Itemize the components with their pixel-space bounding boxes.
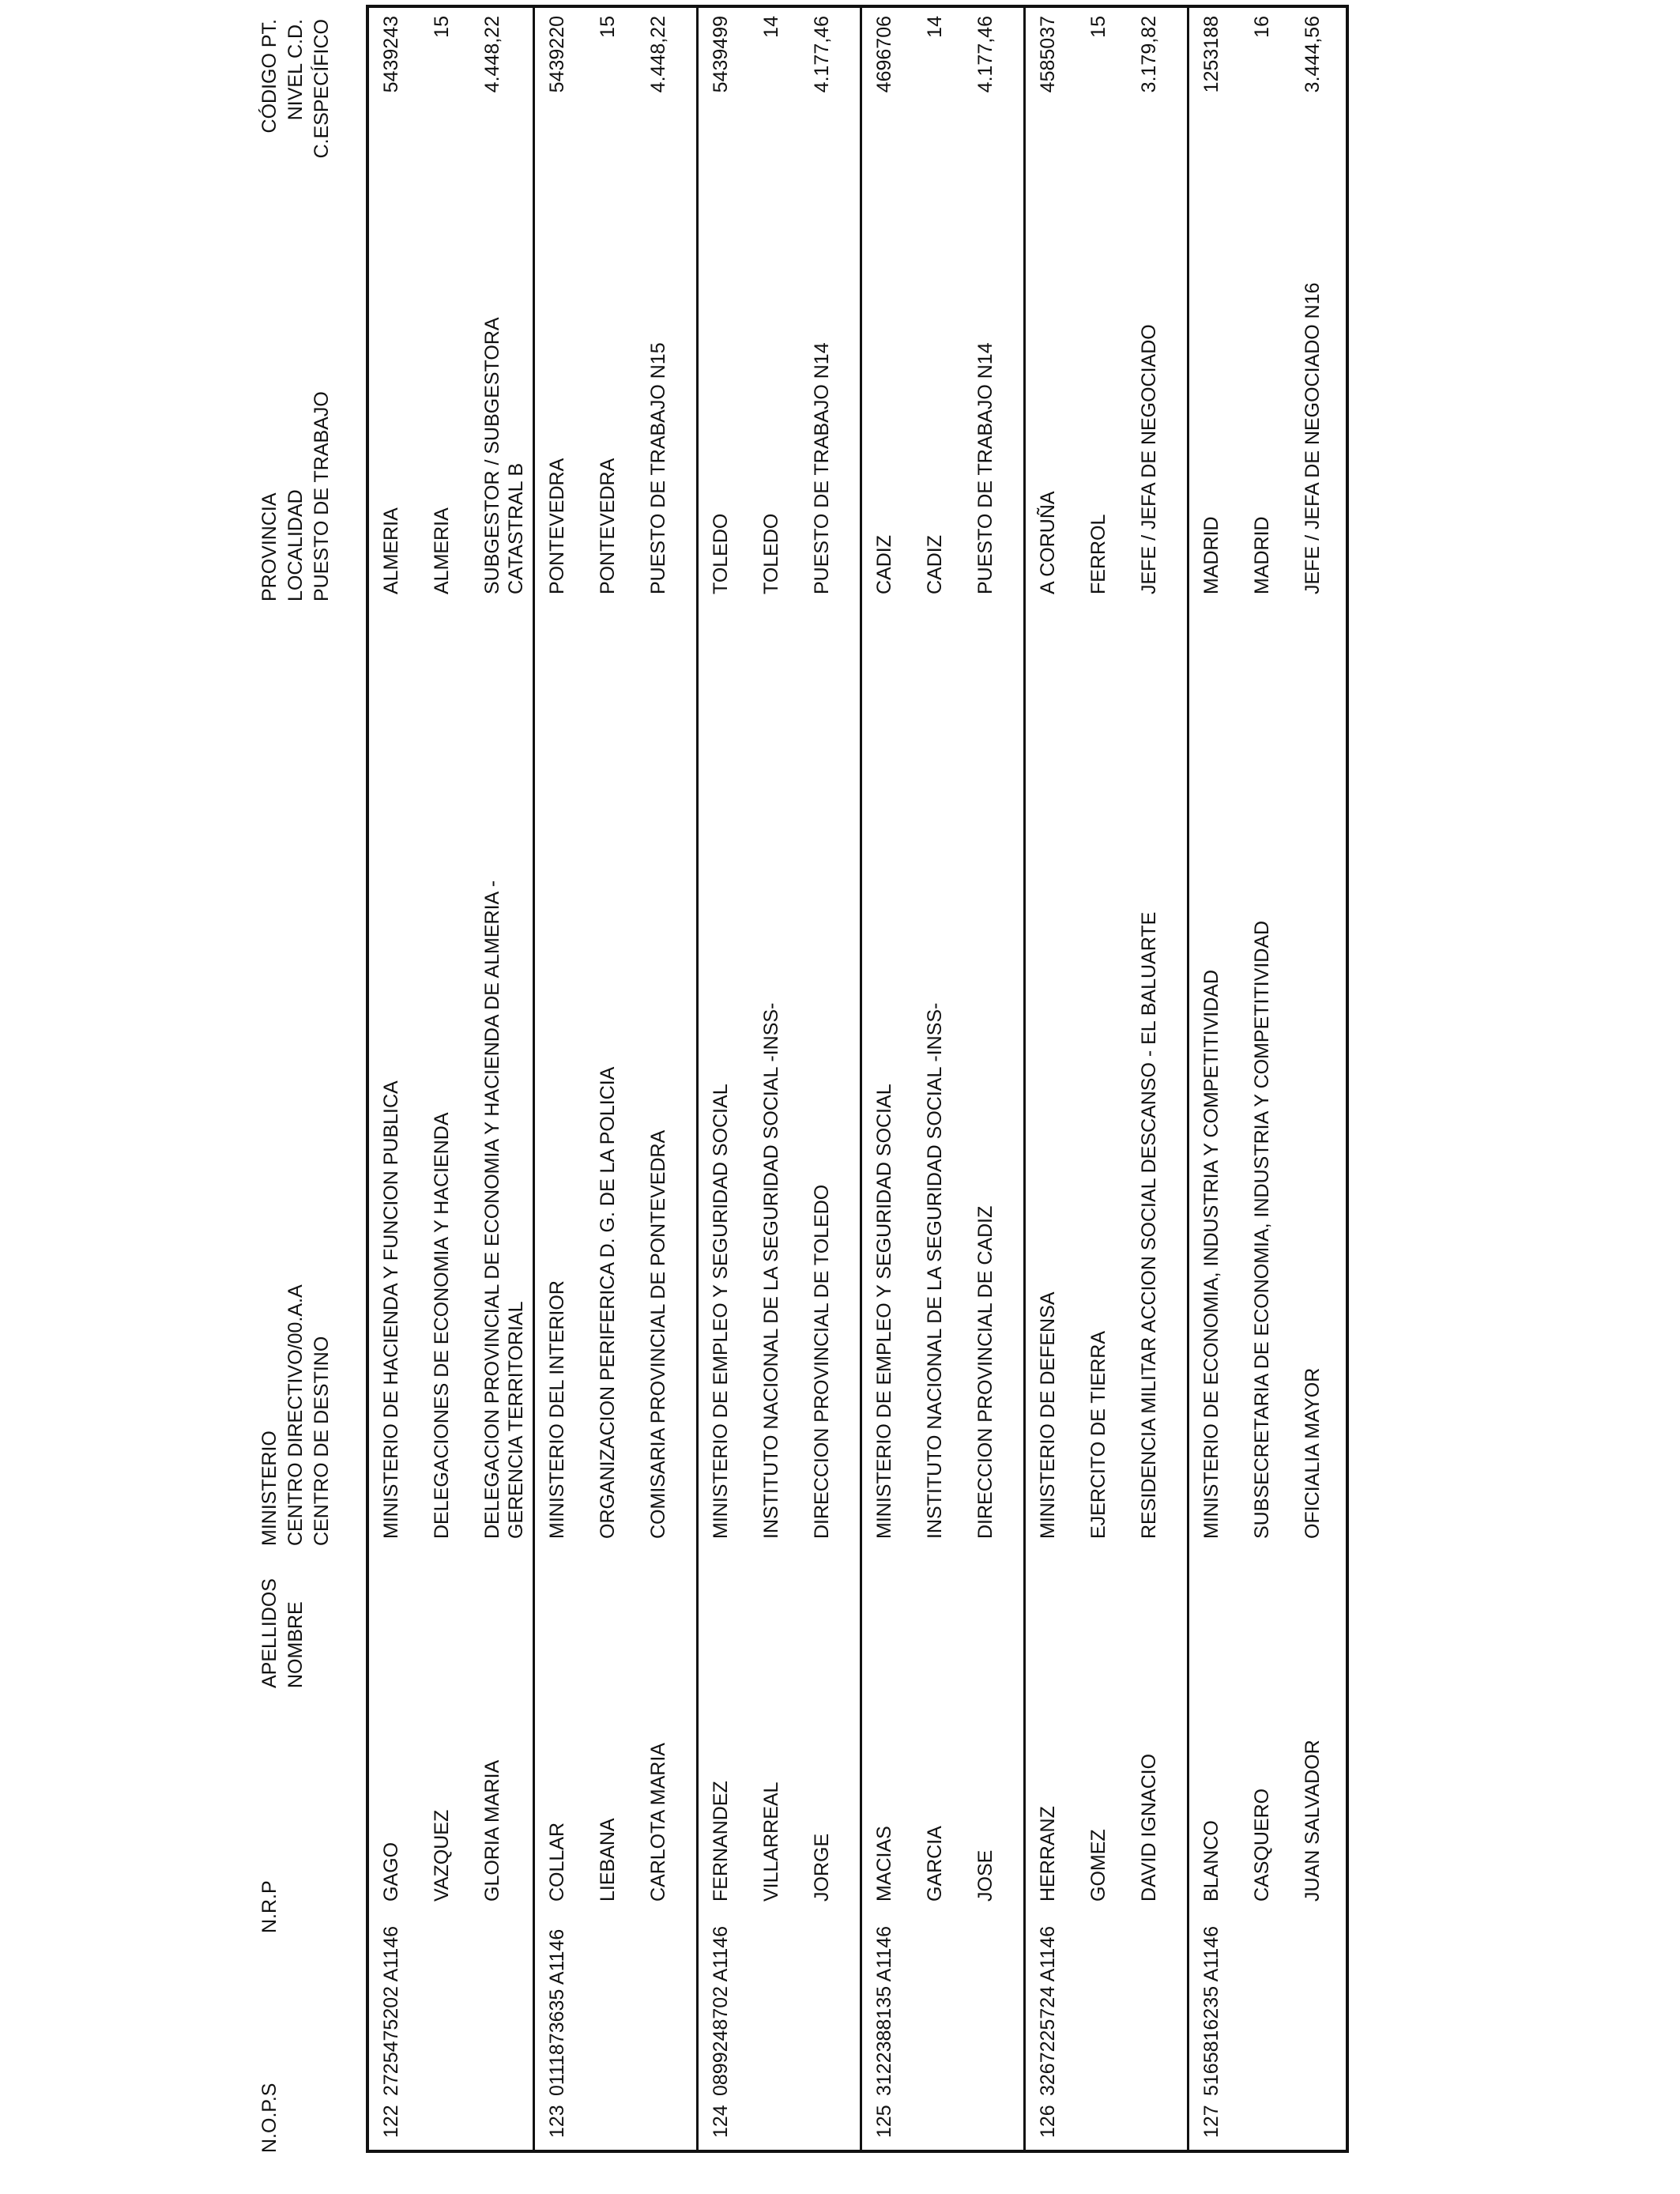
record-puesto: JEFE / JEFA DE NEGOCIADO: [1138, 324, 1160, 594]
record-nivel: 16: [1251, 16, 1273, 38]
header-nops: N.O.P.S: [258, 2083, 281, 2153]
record-apellido1: BLANCO: [1200, 1820, 1222, 1902]
record-codigo: 4696706: [873, 16, 895, 93]
record-nrp: 2725475202 A1146: [380, 1925, 402, 2096]
record-especifico: 4.448,22: [647, 16, 669, 93]
record-centro-directivo: INSTITUTO NACIONAL DE LA SEGURIDAD SOCIAL -INSS-: [760, 1002, 782, 1539]
record-ministerio: MINISTERIO DE DEFENSA: [1037, 1291, 1059, 1539]
record-especifico: 4.177,46: [811, 16, 833, 93]
record-row: [860, 8, 1023, 2150]
record-codigo: 1253188: [1200, 16, 1222, 93]
record-apellido1: MACIAS: [873, 1826, 895, 1902]
record-apellido2: LIEBANA: [597, 1818, 619, 1902]
record-centro-destino: DELEGACION PROVINCIAL DE ECONOMIA Y HACIENDA DE ALMERIA - GERENCIA TERRITORIAL: [481, 880, 527, 1539]
record-nivel: 15: [1087, 16, 1109, 38]
record-apellido1: FERNANDEZ: [710, 1781, 732, 1902]
record-nombre: JOSE: [974, 1849, 996, 1902]
record-localidad: CADIZ: [924, 535, 946, 594]
record-codigo: 5439243: [380, 16, 402, 93]
record-especifico: 3.179,82: [1138, 16, 1160, 93]
record-centro-directivo: SUBSECRETARIA DE ECONOMIA, INDUSTRIA Y COMPETITIVIDAD: [1251, 920, 1273, 1539]
record-apellido1: COLLAR: [546, 1822, 568, 1902]
record-provincia: PONTEVEDRA: [546, 458, 568, 594]
record-localidad: PONTEVEDRA: [597, 458, 619, 594]
record-row: [696, 8, 860, 2150]
record-provincia: A CORUÑA: [1037, 491, 1059, 594]
record-localidad: FERROL: [1087, 514, 1109, 594]
record-row: [1187, 8, 1350, 2150]
record-nrp: 0111873635 A1146: [546, 1928, 568, 2096]
record-puesto: JEFE / JEFA DE NEGOCIADO N16: [1301, 282, 1324, 594]
record-localidad: ALMERIA: [431, 507, 453, 594]
record-nombre: JUAN SALVADOR: [1301, 1740, 1324, 1902]
record-puesto: PUESTO DE TRABAJO N14: [974, 342, 996, 594]
record-centro-destino: OFICIALIA MAYOR: [1301, 1367, 1324, 1539]
record-nombre: DAVID IGNACIO: [1138, 1753, 1160, 1902]
record-nivel: 15: [431, 16, 453, 38]
record-provincia: MADRID: [1200, 516, 1222, 594]
record-row: [1023, 8, 1187, 2150]
records-table: [366, 5, 1349, 2153]
record-nivel: 14: [924, 16, 946, 38]
record-apellido2: GARCIA: [924, 1826, 946, 1902]
record-nrp: 3267225724 A1146: [1037, 1925, 1059, 2096]
record-apellido1: HERRANZ: [1037, 1806, 1059, 1902]
record-especifico: 3.444,56: [1301, 16, 1324, 93]
record-apellido1: GAGO: [380, 1842, 402, 1902]
record-nops: 124: [710, 2105, 732, 2138]
record-row: [369, 8, 533, 2150]
record-nops: 126: [1037, 2105, 1059, 2138]
record-centro-destino: COMISARIA PROVINCIAL DE PONTEVEDRA: [647, 1129, 669, 1539]
record-centro-destino: RESIDENCIA MILITAR ACCION SOCIAL DESCANSO - EL BALUARTE: [1138, 911, 1160, 1539]
record-centro-destino: DIRECCION PROVINCIAL DE TOLEDO: [811, 1184, 833, 1539]
record-nops: 125: [873, 2105, 895, 2138]
record-nombre: GLORIA MARIA: [481, 1759, 503, 1902]
record-nops: 127: [1200, 2105, 1222, 2138]
record-localidad: TOLEDO: [760, 513, 782, 594]
record-ministerio: MINISTERIO DEL INTERIOR: [546, 1280, 568, 1539]
record-centro-directivo: ORGANIZACION PERIFERICA D. G. DE LA POLICIA: [597, 1066, 619, 1539]
record-puesto: PUESTO DE TRABAJO N15: [647, 342, 669, 594]
record-apellido2: VILLARREAL: [760, 1781, 782, 1902]
header-provincia-localidad-puesto: PROVINCIA LOCALIDAD PUESTO DE TRABAJO: [258, 391, 333, 601]
header-ministerio-centros: MINISTERIO CENTRO DIRECTIVO/00.A.A CENTRO DE DESTINO: [258, 1284, 333, 1546]
header-nrp: N.R.P: [258, 1880, 281, 1933]
record-ministerio: MINISTERIO DE EMPLEO Y SEGURIDAD SOCIAL: [873, 1084, 895, 1539]
record-nrp: 5165816235 A1146: [1200, 1925, 1222, 2096]
record-puesto: SUBGESTOR / SUBGESTORA CATASTRAL B: [481, 318, 527, 594]
record-apellido2: CASQUERO: [1251, 1788, 1273, 1902]
record-codigo: 5439220: [546, 16, 568, 93]
record-codigo: 5439499: [710, 16, 732, 93]
record-codigo: 4585037: [1037, 16, 1059, 93]
record-ministerio: MINISTERIO DE ECONOMIA, INDUSTRIA Y COMPETITIVIDAD: [1200, 970, 1222, 1539]
record-centro-directivo: INSTITUTO NACIONAL DE LA SEGURIDAD SOCIAL -INSS-: [924, 1002, 946, 1539]
record-apellido2: VAZQUEZ: [431, 1809, 453, 1902]
record-ministerio: MINISTERIO DE HACIENDA Y FUNCION PUBLICA: [380, 1080, 402, 1539]
record-provincia: TOLEDO: [710, 513, 732, 594]
record-puesto: PUESTO DE TRABAJO N14: [811, 342, 833, 594]
record-apellido2: GOMEZ: [1087, 1829, 1109, 1902]
record-ministerio: MINISTERIO DE EMPLEO Y SEGURIDAD SOCIAL: [710, 1084, 732, 1539]
record-nombre: JORGE: [811, 1833, 833, 1902]
record-centro-directivo: EJERCITO DE TIERRA: [1087, 1330, 1109, 1539]
record-localidad: MADRID: [1251, 516, 1273, 594]
record-nops: 123: [546, 2105, 568, 2138]
record-centro-directivo: DELEGACIONES DE ECONOMIA Y HACIENDA: [431, 1112, 453, 1539]
record-nombre: CARLOTA MARIA: [647, 1743, 669, 1902]
record-row: [533, 8, 696, 2150]
record-nrp: 0899248702 A1146: [710, 1925, 732, 2096]
record-provincia: CADIZ: [873, 535, 895, 594]
record-centro-destino: DIRECCION PROVINCIAL DE CADIZ: [974, 1205, 996, 1539]
record-nivel: 15: [597, 16, 619, 38]
record-especifico: 4.448,22: [481, 16, 503, 93]
record-nrp: 3122388135 A1146: [873, 1925, 895, 2096]
record-provincia: ALMERIA: [380, 507, 402, 594]
record-especifico: 4.177,46: [974, 16, 996, 93]
record-nivel: 14: [760, 16, 782, 38]
header-codigo-nivel-especifico: CÓDIGO PT. NIVEL C.D. C.ESPECÍFICO: [258, 19, 333, 159]
record-nops: 122: [380, 2105, 402, 2138]
header-apellidos-nombre: APELLIDOS NOMBRE: [258, 1578, 307, 1688]
